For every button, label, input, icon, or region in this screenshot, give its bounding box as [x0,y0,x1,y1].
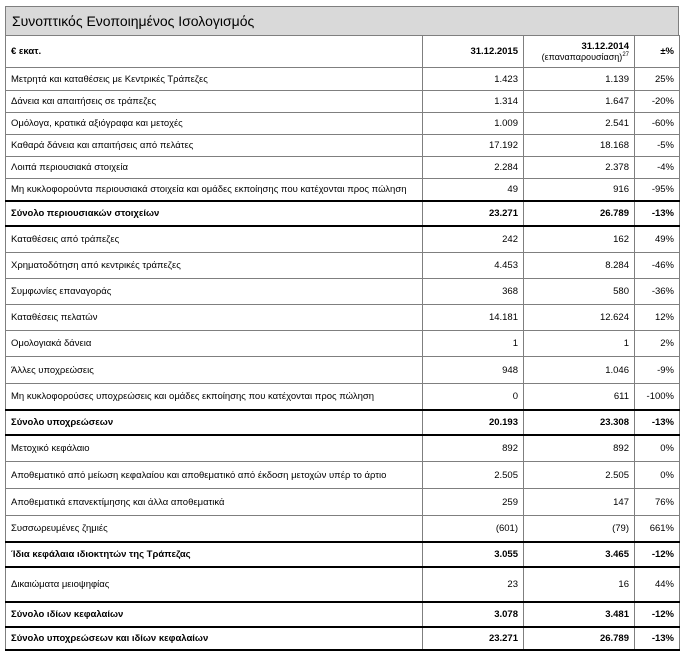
value-2015: 1.009 [423,113,524,135]
value-2015: 23.271 [423,201,524,226]
header-2014-note: $(\varepsilon\pi\alpha\nu\alpha\pi\alpha\rho o\upsilon\sigma ί\alpha\sigma\eta)^{27}$ [541,52,629,62]
row-label: Αποθεματικά επανεκτίμησης και άλλα αποθεματικά [6,489,423,516]
table-row [6,331,680,357]
change-pct: -9% [635,357,680,384]
value-2014: 26.789 [524,627,635,650]
value-2015: 0 [423,384,524,410]
row-label: Ίδια κεφάλαια ιδιοκτητών της Τράπεζας [6,542,423,567]
value-2015: (601) [423,516,524,542]
value-2014: 2.505 [524,462,635,489]
row-label: Μετρητά και καταθέσεις με Κεντρικές Τράπεζες [6,68,423,91]
row-label: Μετοχικό κεφάλαιο [6,435,423,462]
header-row [6,36,680,68]
value-2014: 3.465 [524,542,635,567]
value-2014: 1.046 [524,357,635,384]
value-2015: 20.193 [423,410,524,435]
value-2014: 916 [524,179,635,201]
value-2015: 49 [423,179,524,201]
table-row [6,357,680,384]
header-change: ±% [635,36,680,68]
value-2014: 611 [524,384,635,410]
table-row [6,279,680,305]
change-pct: 44% [635,567,680,602]
row-label: Λοιπά περιουσιακά στοιχεία [6,157,423,179]
row-label: Καταθέσεις από τράπεζες [6,226,423,253]
table-row [6,179,680,201]
value-2014: 12.624 [524,305,635,331]
table-row [6,226,680,253]
value-2014: 147 [524,489,635,516]
footnote-ref: 27 [622,52,629,58]
value-2015: 948 [423,357,524,384]
row-label: Μη κυκλοφορούντα περιουσιακά στοιχεία και ομάδες εκποίησης που κατέχονται προς πώληση [6,179,423,201]
table-row [6,157,680,179]
value-2014: (79) [524,516,635,542]
value-2015: 23.271 [423,627,524,650]
change-pct: -5% [635,135,680,157]
value-2014: 8.284 [524,253,635,279]
table-row [6,113,680,135]
value-2015: 2.505 [423,462,524,489]
change-pct: -4% [635,157,680,179]
table-row [6,435,680,462]
table-row [6,253,680,279]
row-label: Μη κυκλοφορούσες υποχρεώσεις και ομάδες εκποίησης που κατέχονται προς πώληση [6,384,423,410]
value-2015: 1 [423,331,524,357]
value-2014: 3.481 [524,602,635,627]
change-pct: -12% [635,542,680,567]
value-2014: 892 [524,435,635,462]
total-row [6,602,680,627]
table-row [6,516,680,542]
value-2014: 23.308 [524,410,635,435]
change-pct: 0% [635,462,680,489]
row-label: Καταθέσεις πελατών [6,305,423,331]
table-row [6,91,680,113]
value-2014: 580 [524,279,635,305]
table-row [6,489,680,516]
header-2014-date: 31.12.2014 [581,41,629,52]
table-row [6,462,680,489]
table-row [6,68,680,91]
value-2014: 2.541 [524,113,635,135]
total-row [6,201,680,226]
row-label: Σύνολο υποχρεώσεων και ιδίων κεφαλαίων [6,627,423,650]
value-2014: 26.789 [524,201,635,226]
change-pct: -12% [635,602,680,627]
change-pct: 0% [635,435,680,462]
total-row [6,627,680,650]
value-2014: 1.139 [524,68,635,91]
value-2015: 3.078 [423,602,524,627]
table-title-text: Συνοπτικός Ενοποιημένος Ισολογισμός [12,13,255,29]
row-label: Δικαιώματα μειοψηφίας [6,567,423,602]
table-row [6,135,680,157]
balance-sheet [5,6,679,651]
value-2015: 1.423 [423,68,524,91]
value-2014: 16 [524,567,635,602]
row-label: Ομόλογα, κρατικά αξιόγραφα και μετοχές [6,113,423,135]
row-label: Σύνολο υποχρεώσεων [6,410,423,435]
header-2015: 31.12.2015 [423,36,524,68]
value-2015: 2.284 [423,157,524,179]
value-2015: 3.055 [423,542,524,567]
row-label: Συμφωνίες επαναγοράς [6,279,423,305]
change-pct: 49% [635,226,680,253]
row-label: Σύνολο περιουσιακών στοιχείων [6,201,423,226]
balance-table [5,35,680,651]
change-pct: -13% [635,627,680,650]
row-label: Δάνεια και απαιτήσεις σε τράπεζες [6,91,423,113]
value-2015: 368 [423,279,524,305]
value-2015: 23 [423,567,524,602]
value-2015: 892 [423,435,524,462]
change-pct: -36% [635,279,680,305]
value-2015: 242 [423,226,524,253]
row-label: Καθαρά δάνεια και απαιτήσεις από πελάτες [6,135,423,157]
value-2015: 4.453 [423,253,524,279]
row-label: Αποθεματικό από μείωση κεφαλαίου και αποθεματικό από έκδοση μετοχών υπέρ το άρτιο [6,462,423,489]
header-unit: € εκατ. [6,36,423,68]
total-row [6,410,680,435]
change-pct: 2% [635,331,680,357]
value-2015: 259 [423,489,524,516]
table-row [6,305,680,331]
row-label: Ομολογιακά δάνεια [6,331,423,357]
table-row [6,384,680,410]
row-label: Συσσωρευμένες ζημιές [6,516,423,542]
value-2014: 1.647 [524,91,635,113]
value-2015: 1.314 [423,91,524,113]
value-2014: 18.168 [524,135,635,157]
change-pct: 12% [635,305,680,331]
row-label: Σύνολο ιδίων κεφαλαίων [6,602,423,627]
table-row [6,567,680,602]
table-title [5,6,679,35]
change-pct: -46% [635,253,680,279]
change-pct: -13% [635,410,680,435]
row-label: Άλλες υποχρεώσεις [6,357,423,384]
row-label: Χρηματοδότηση από κεντρικές τράπεζες [6,253,423,279]
header-2014 [524,36,635,68]
value-2014: 2.378 [524,157,635,179]
change-pct: -100% [635,384,680,410]
change-pct: 76% [635,489,680,516]
total-row [6,542,680,567]
change-pct: 25% [635,68,680,91]
change-pct: -20% [635,91,680,113]
change-pct: -13% [635,201,680,226]
value-2014: 1 [524,331,635,357]
value-2014: 162 [524,226,635,253]
change-pct: -60% [635,113,680,135]
change-pct: -95% [635,179,680,201]
change-pct: 661% [635,516,680,542]
value-2015: 14.181 [423,305,524,331]
value-2015: 17.192 [423,135,524,157]
